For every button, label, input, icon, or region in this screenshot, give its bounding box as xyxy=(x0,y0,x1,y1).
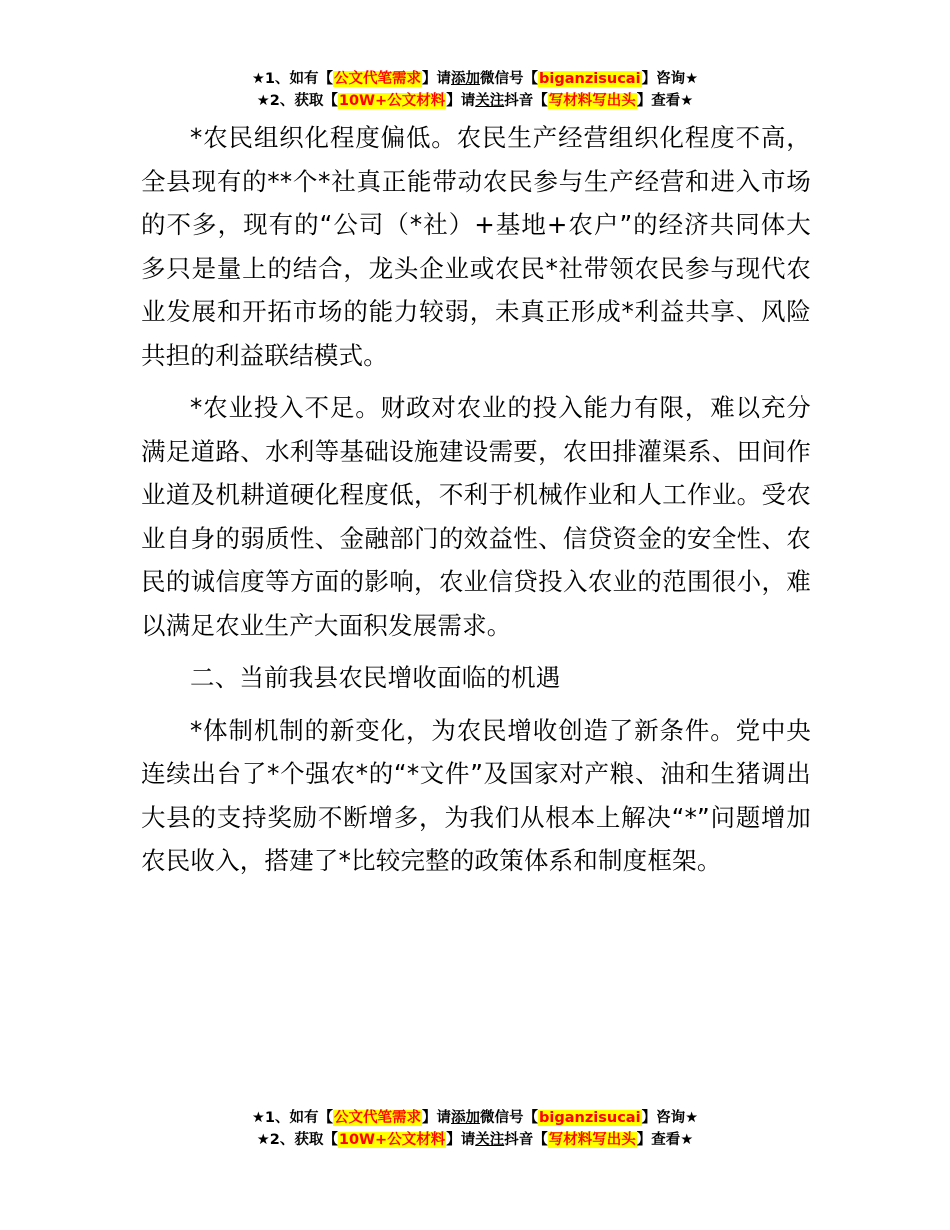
banner-text: 】咨询★ xyxy=(641,71,699,87)
banner-text: 】查看★ xyxy=(636,1132,694,1148)
douyin-account: 写材料写出头 xyxy=(548,1132,636,1148)
section-heading: 二、当前我县农民增收面临的机遇 xyxy=(190,663,561,692)
highlighted-text: 10W+公文材料 xyxy=(338,93,446,109)
highlighted-text: 公文代笔需求 xyxy=(334,1110,422,1126)
highlighted-text: 公文代笔需求 xyxy=(334,71,422,87)
banner-text: 】咨询★ xyxy=(641,1110,699,1126)
banner-line-1 xyxy=(0,1107,950,1129)
banner-text: ★1、如有【 xyxy=(251,1110,334,1126)
underlined-text: 添加 xyxy=(451,71,481,87)
paragraph: *体制机制的新变化，为农民增收创造了新条件。党中央连续出台了*个强农*的“*文件”及国家对产粮、油和生猪调出大县的支持奖励不断增多，为我们从根本上解决“*”问题增加农民收入，搭建了*比较完整的政策体系和制度框架。 xyxy=(141,715,811,875)
banner-text: 抖音【 xyxy=(504,1132,548,1148)
banner-text: 】查看★ xyxy=(636,93,694,109)
highlighted-text: 10W+公文材料 xyxy=(338,1132,446,1148)
footer-banner xyxy=(0,1107,950,1151)
banner-text: 微信号【 xyxy=(480,71,539,87)
header-banner xyxy=(0,68,950,112)
document-body xyxy=(141,116,811,892)
banner-text: 】请 xyxy=(446,1132,476,1148)
banner-line-1 xyxy=(0,68,950,90)
banner-text: ★2、获取【 xyxy=(256,1132,338,1148)
douyin-account: 写材料写出头 xyxy=(548,93,636,109)
paragraph: *农民组织化程度偏低。农民生产经营组织化程度不高，全县现有的**个*社真正能带动农民参与生产经营和进入市场的不多，现有的“公司（*社）+基地+农户”的经济共同体大多只是量上的结合，龙头企业或农民*社带领农民参与现代农业发展和开拓市场的能力较弱，未真正形成*利益共享、风险共担的利益联结模式。 xyxy=(141,123,811,370)
banner-text: 】请 xyxy=(446,93,476,109)
banner-text: ★1、如有【 xyxy=(251,71,334,87)
underlined-text: 添加 xyxy=(451,1110,481,1126)
banner-line-2 xyxy=(0,1129,950,1151)
banner-text: ★2、获取【 xyxy=(256,93,338,109)
underlined-text: 关注 xyxy=(475,93,505,109)
banner-line-2 xyxy=(0,90,950,112)
banner-text: 微信号【 xyxy=(480,1110,539,1126)
wechat-id: biganzisucai xyxy=(539,1110,641,1126)
wechat-id: biganzisucai xyxy=(539,71,641,87)
paragraph: *农业投入不足。财政对农业的投入能力有限，难以充分满足道路、水利等基础设施建设需要，农田排灌渠系、田间作业道及机耕道硬化程度低，不利于机械作业和人工作业。受农业自身的弱质性、金融部门的效益性、信贷资金的安全性、农民的诚信度等方面的影响，农业信贷投入农业的范围很小，难以满足农业生产大面积发展需求。 xyxy=(141,393,811,640)
banner-text: 抖音【 xyxy=(504,93,548,109)
banner-text: 】请 xyxy=(422,1110,452,1126)
banner-text: 】请 xyxy=(422,71,452,87)
underlined-text: 关注 xyxy=(475,1132,505,1148)
